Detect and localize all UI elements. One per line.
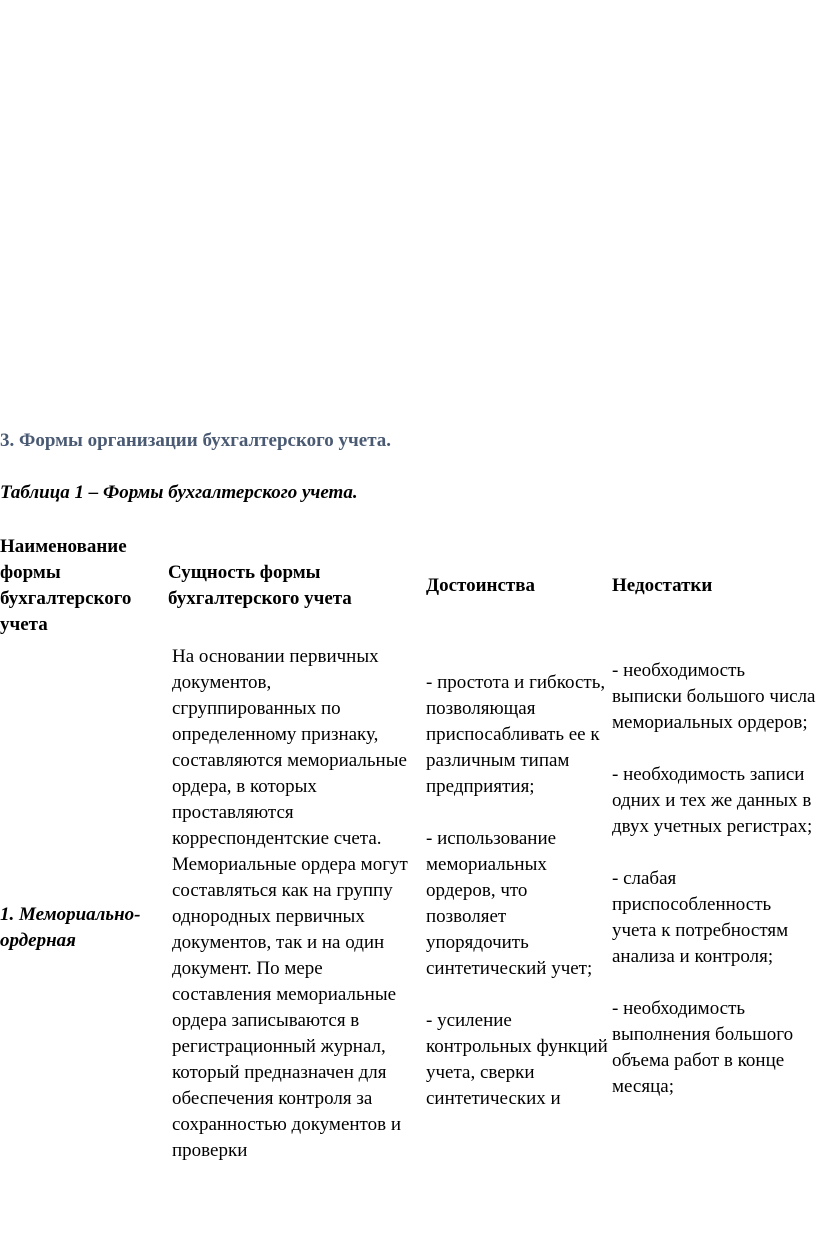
header-disadvantages: Недостатки bbox=[612, 575, 713, 596]
form-name: 1. Мемориально-ордерная bbox=[0, 904, 141, 951]
advantages-cell bbox=[422, 638, 608, 1164]
table-header-row bbox=[0, 534, 816, 638]
advantages-list bbox=[422, 638, 608, 1112]
disadvantages-list bbox=[608, 638, 816, 1100]
table-caption: Таблица 1 – Формы бухгалтерского учета. bbox=[0, 482, 358, 503]
header-name: Наименование формы бухгалтерского учета bbox=[0, 536, 132, 635]
advantage-item: - усиление контрольных функций учета, сверки синтетических и bbox=[426, 1010, 608, 1109]
disadvantage-item: - слабая приспособленность учета к потребностям анализа и контроля; bbox=[612, 868, 789, 967]
form-name-cell bbox=[0, 638, 168, 1164]
table-row bbox=[0, 638, 816, 1164]
disadvantage-item: - необходимость выписки большого числа мемориальных ордеров; bbox=[612, 660, 816, 733]
disadvantage-item: - необходимость выполнения большого объема работ в конце месяца; bbox=[612, 998, 794, 1097]
essence-text: На основании первичных документов, сгруппированных по определенному признаку, составляются мемориальные ордера, в которых проставляются корреспондентские счета. Мемориальные ордера могут составляться как на группу однородных первичных документов, так и на один документ. По мере составления мемориальные ордера записываются в регистрационный журнал, который предназначен для обеспечения контроля за сохранностью документов и проверки bbox=[172, 646, 408, 1161]
accounting-forms-table bbox=[0, 534, 816, 1164]
disadvantage-item: - необходимость записи одних и тех же данных в двух учетных регистрах; bbox=[612, 764, 813, 837]
header-advantages: Достоинства bbox=[426, 575, 536, 596]
advantage-item: - простота и гибкость, позволяющая приспосабливать ее к различным типам предприятия; bbox=[426, 672, 606, 797]
header-essence: Сущность формы бухгалтерского учета bbox=[168, 562, 352, 609]
advantage-item: - использование мемориальных ордеров, что позволяет упорядочить синтетический учет; bbox=[426, 828, 593, 979]
essence-cell bbox=[168, 638, 422, 1164]
disadvantages-cell bbox=[608, 638, 816, 1164]
section-heading: 3. Формы организации бухгалтерского учета. bbox=[0, 430, 392, 451]
